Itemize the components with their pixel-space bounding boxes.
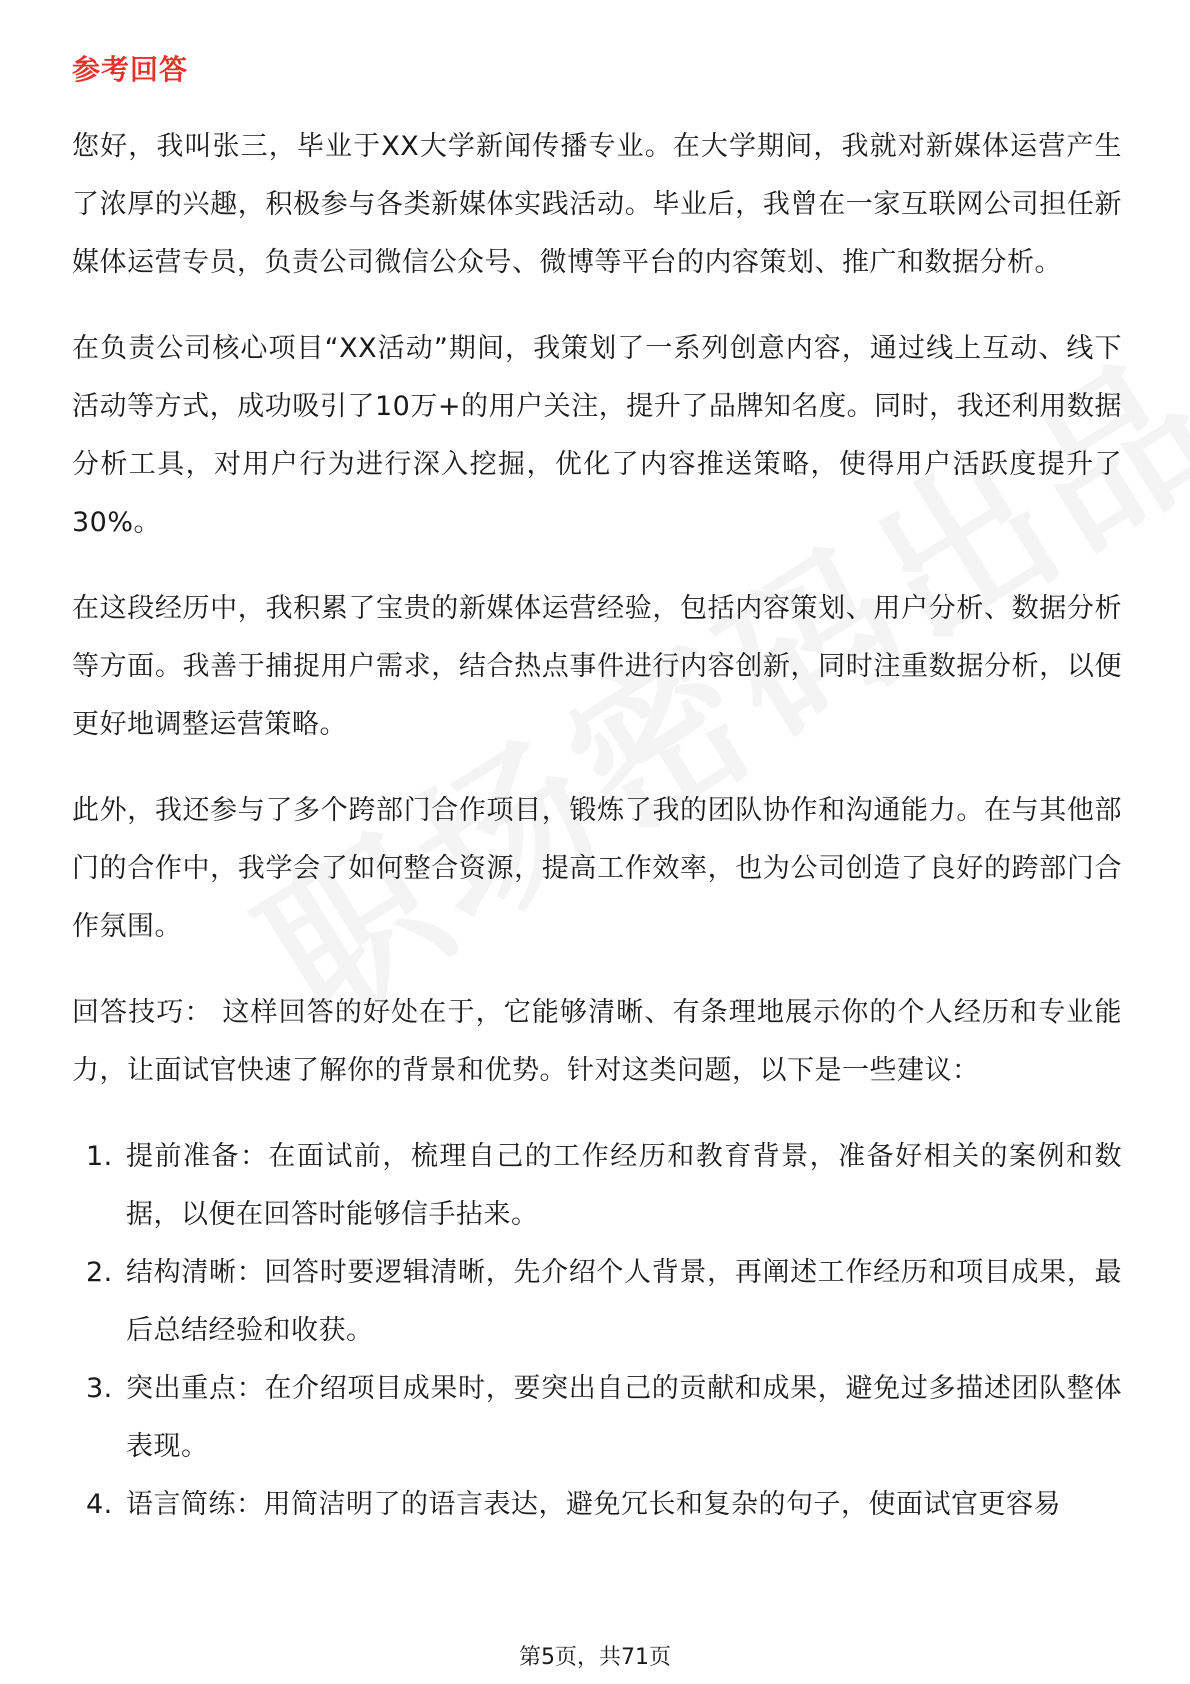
paragraph-project: 在负责公司核心项目“XX活动”期间，我策划了一系列创意内容，通过线上互动、线下活动等方式，成功吸引了10万+的用户关注，提升了品牌知名度。同时，我还利用数据分析工具，对用户行为进行深入挖掘，优化了内容推送策略，使得用户活跃度提升了30%。 [72, 333, 1122, 538]
list-item-text: 语言简练：用简洁明了的语言表达，避免冗长和复杂的句子，使面试官更容易 [126, 1489, 1061, 1520]
answer-content [72, 118, 1122, 1534]
paragraph-collaboration: 此外，我还参与了多个跨部门合作项目，锻炼了我的团队协作和沟通能力。在与其他部门的合作中，我学会了如何整合资源，提高工作效率，也为公司创造了良好的跨部门合作氛围。 [72, 795, 1122, 942]
list-item-number: 1. [86, 1141, 113, 1172]
section-title: 参考回答 [72, 53, 189, 86]
paragraph-intro: 您好，我叫张三，毕业于XX大学新闻传播专业。在大学期间，我就对新媒体运营产生了浓厚的兴趣，积极参与各类新媒体实践活动。毕业后，我曾在一家互联网公司担任新媒体运营专员，负责公司微信公众号、微博等平台的内容策划、推广和数据分析。 [72, 131, 1122, 278]
list-item [72, 1128, 1122, 1244]
list-item [72, 1360, 1122, 1476]
list-item [72, 1476, 1122, 1534]
list-item-number: 4. [86, 1489, 113, 1520]
tips-list [72, 1128, 1122, 1534]
paragraph-tips-intro: 回答技巧： 这样回答的好处在于，它能够清晰、有条理地展示你的个人经历和专业能力，让面试官快速了解你的背景和优势。针对这类问题，以下是一些建议： [72, 997, 1122, 1086]
paragraph-experience: 在这段经历中，我积累了宝贵的新媒体运营经验，包括内容策划、用户分析、数据分析等方面。我善于捕捉用户需求，结合热点事件进行内容创新，同时注重数据分析，以便更好地调整运营策略。 [72, 593, 1122, 740]
list-item-number: 3. [86, 1373, 113, 1404]
list-item-text: 结构清晰：回答时要逻辑清晰，先介绍个人背景，再阐述工作经历和项目成果，最后总结经验和收获。 [126, 1257, 1122, 1346]
list-item-text: 提前准备：在面试前，梳理自己的工作经历和教育背景，准备好相关的案例和数据，以便在回答时能够信手拈来。 [126, 1141, 1122, 1230]
list-item [72, 1244, 1122, 1360]
list-item-number: 2. [86, 1257, 113, 1288]
list-item-text: 突出重点：在介绍项目成果时，要突出自己的贡献和成果，避免过多描述团队整体表现。 [126, 1373, 1122, 1462]
page-footer: 第5页，共71页 [519, 1645, 671, 1670]
